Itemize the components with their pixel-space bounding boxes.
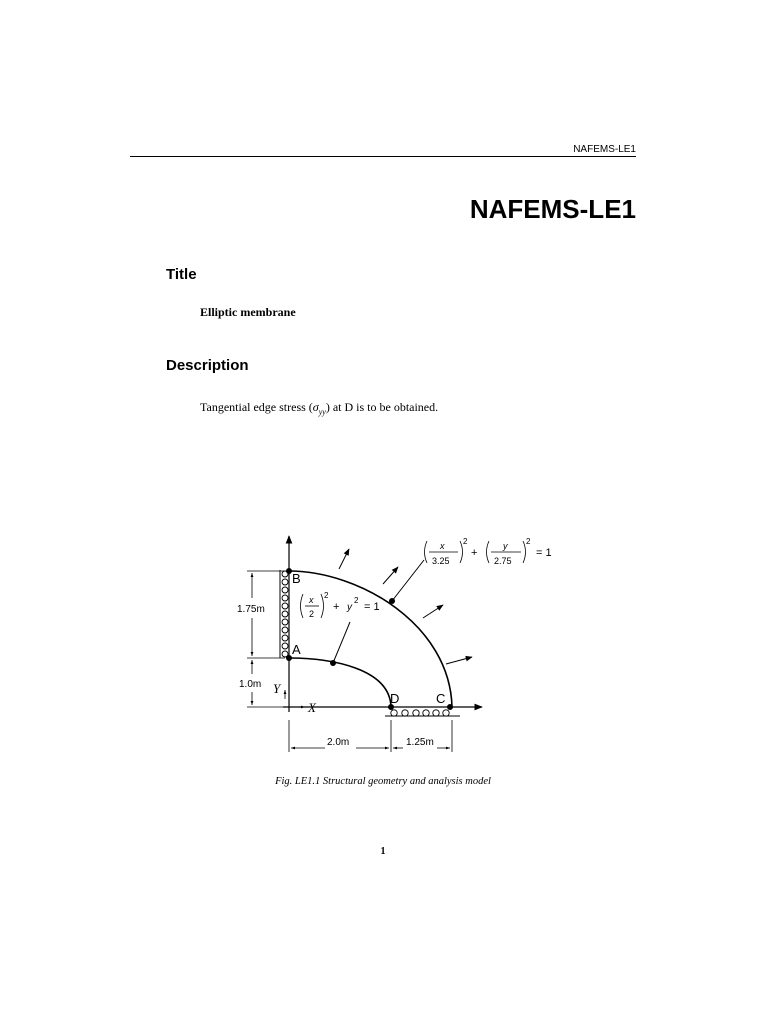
point-b-label: B — [292, 571, 301, 586]
title-text: Elliptic membrane — [200, 305, 296, 319]
outer-eq-x-num: x — [440, 541, 445, 551]
title-heading: Title — [166, 266, 197, 283]
outer-eq-exp1: 2 — [463, 537, 468, 546]
description-text-after: ) at D is to be obtained. — [325, 400, 439, 414]
outer-eq-x-den: 3.25 — [432, 556, 450, 566]
running-header: NAFEMS-LE1 — [573, 144, 636, 155]
left-roller-supports — [282, 571, 288, 657]
outer-eq-plus: + — [471, 547, 478, 559]
x-axis-label: X — [308, 700, 316, 715]
dim-label-175: 1.75m — [237, 604, 265, 615]
inner-elliptic-arc — [289, 658, 391, 707]
point-c-dot — [447, 704, 453, 710]
sigma-subscript: yy — [318, 407, 326, 417]
description-heading: Description — [166, 357, 249, 374]
inner-eq-exp: 2 — [324, 591, 329, 600]
outer-eq-leader-line — [392, 560, 424, 601]
inner-eq-x-den: 2 — [309, 609, 315, 619]
pressure-arrow — [383, 567, 398, 584]
inner-ellipse-equation — [301, 591, 380, 619]
outer-elliptic-arc — [289, 571, 452, 707]
pressure-arrow — [446, 657, 472, 664]
dim-label-20: 2.0m — [327, 737, 350, 748]
inner-eq-equals: = 1 — [364, 601, 380, 613]
inner-eq-plus: + — [333, 601, 340, 613]
pressure-arrow — [423, 605, 443, 618]
description-text-before: Tangential edge stress ( — [200, 400, 313, 414]
point-a-label: A — [292, 642, 301, 657]
y-axis-label: Y — [273, 681, 281, 696]
outer-eq-exp2: 2 — [526, 537, 531, 546]
outer-eq-y-num: y — [503, 541, 508, 551]
figure-caption: Fig. LE1.1 Structural geometry and analysis model — [275, 776, 491, 787]
inner-eq-y: y — [347, 602, 352, 613]
outer-eq-y-den: 2.75 — [494, 556, 512, 566]
outer-eq-equals: = 1 — [536, 547, 552, 559]
outer-ellipse-equation — [425, 537, 552, 566]
document-title: NAFEMS-LE1 — [469, 194, 636, 224]
dim-label-125: 1.25m — [406, 737, 434, 748]
page-number: 1 — [380, 846, 386, 857]
inner-eq-x-num: x — [309, 595, 314, 605]
point-d-label: D — [390, 691, 400, 706]
inner-eq-y-exp: 2 — [354, 596, 359, 605]
bottom-roller-supports — [391, 710, 449, 716]
sigma-symbol: σ — [312, 400, 319, 414]
pressure-arrow — [339, 549, 349, 569]
inner-eq-leader-line — [333, 622, 350, 663]
dim-label-10: 1.0m — [239, 679, 262, 690]
point-c-label: C — [436, 691, 446, 706]
